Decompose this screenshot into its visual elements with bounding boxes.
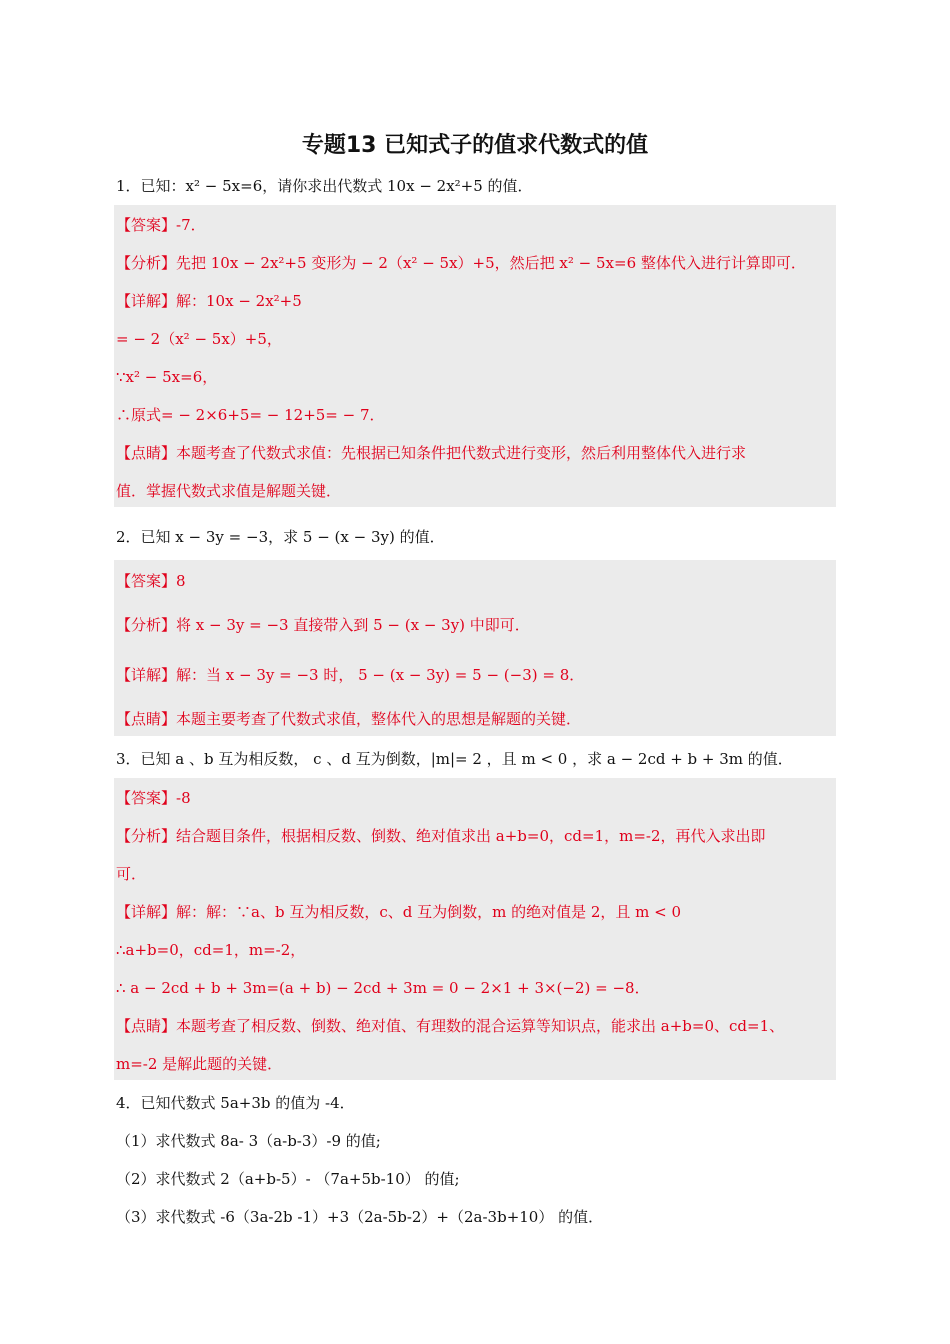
solution-box-2 <box>114 560 836 736</box>
analysis-1: 【分析】先把 10x − 2x²+5 变形为 − 2（x² − 5x）+5，然后把 x² − 5x=6 整体代入进行计算即可． <box>116 254 806 272</box>
comment-2: 【点睛】本题主要考查了代数式求值，整体代入的思想是解题的关键． <box>116 710 582 728</box>
comment-1-line-2: 值．掌握代数式求值是解题关键． <box>116 482 342 500</box>
answer-3: 【答案】-8 <box>116 789 191 807</box>
detail-2: 【详解】解：当 x − 3y = −3 时， 5 − (x − 3y) = 5 − (−3) = 8． <box>116 666 585 684</box>
question-4-part-3: （3）求代数式 -6（3a-2b -1）+3（2a-5b-2）+（2a-3b+10） 的值． <box>116 1208 604 1226</box>
question-1: 1．已知：x² − 5x=6，请你求出代数式 10x − 2x²+5 的值． <box>116 177 533 195</box>
detail-3-line-3: ∴ a − 2cd + b + 3m=(a + b) − 2cd + 3m = 0 − 2×1 + 3×(−2) = −8． <box>116 979 650 997</box>
detail-1-line-2: = − 2（x² − 5x）+5， <box>116 330 282 348</box>
question-3: 3．已知 a 、b 互为相反数， c 、d 互为倒数，|m|= 2 ，且 m < 0 ，求 a − 2cd + b + 3m 的值． <box>116 750 793 768</box>
question-4-part-1: （1）求代数式 8a- 3（a-b-3）-9 的值; <box>116 1132 381 1150</box>
comment-3-line-1: 【点睛】本题考查了相反数、倒数、绝对值、有理数的混合运算等知识点，能求出 a+b=0、cd=1、 <box>116 1017 785 1035</box>
answer-1: 【答案】-7． <box>116 216 206 234</box>
detail-1-line-4: ∴原式= − 2×6+5= − 12+5= − 7． <box>116 406 385 424</box>
comment-3-line-2: m=-2 是解此题的关键． <box>116 1055 283 1073</box>
question-4-part-2: （2）求代数式 2（a+b-5）- （7a+5b-10） 的值; <box>116 1170 460 1188</box>
comment-1-line-1: 【点睛】本题考查了代数式求值：先根据已知条件把代数式进行变形，然后利用整体代入进行求 <box>116 444 747 462</box>
analysis-2: 【分析】将 x − 3y = −3 直接带入到 5 − (x − 3y) 中即可． <box>116 616 530 634</box>
question-4: 4．已知代数式 5a+3b 的值为 -4． <box>116 1094 355 1112</box>
question-2: 2．已知 x − 3y = −3，求 5 − (x − 3y) 的值． <box>116 528 445 546</box>
solution-box-3 <box>114 778 836 1080</box>
analysis-3-line-2: 可． <box>116 865 147 883</box>
detail-1-line-3: ∵x² − 5x=6， <box>116 368 218 386</box>
analysis-3-line-1: 【分析】结合题目条件，根据相反数、倒数、绝对值求出 a+b=0，cd=1，m=-2，再代入求出即 <box>116 827 766 845</box>
solution-box-1 <box>114 205 836 507</box>
detail-3-line-1: 【详解】解：解：∵a、b 互为相反数，c、d 互为倒数，m 的绝对值是 2，且 m < 0 <box>116 903 682 921</box>
detail-1-line-1: 【详解】解：10x − 2x²+5 <box>116 292 302 310</box>
page-title: 专题13 已知式子的值求代数式的值 <box>301 133 649 158</box>
answer-2: 【答案】8 <box>116 572 186 590</box>
detail-3-line-2: ∴a+b=0，cd=1，m=-2， <box>116 941 306 959</box>
